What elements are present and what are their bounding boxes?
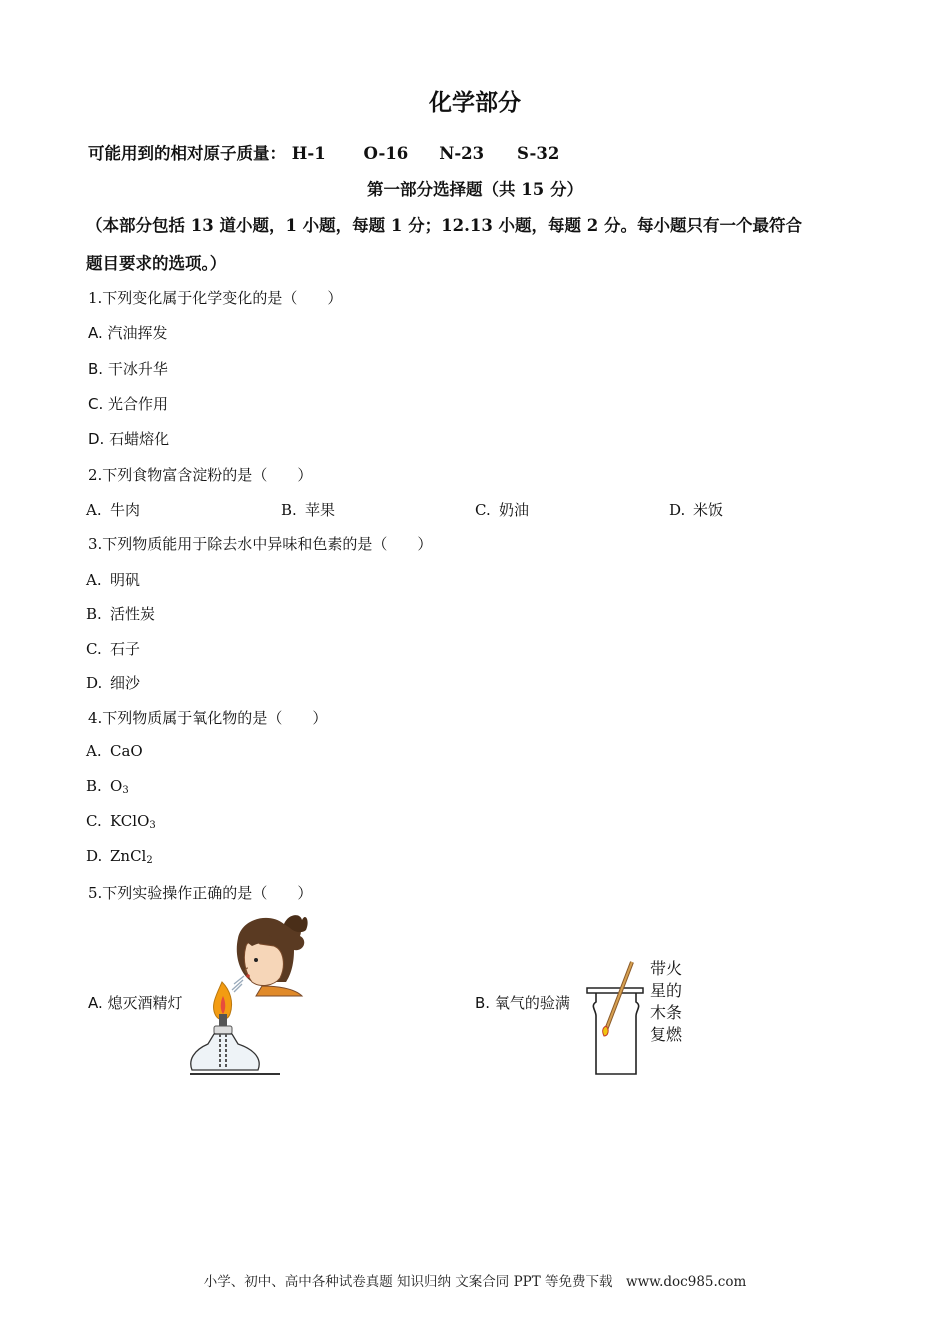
- oxygen-test-bottle-illustration: [584, 958, 654, 1078]
- question-1-option-a: A. 汽油挥发: [88, 324, 168, 342]
- question-4-option-a: A. CaO: [86, 742, 143, 760]
- mass-item: H-1: [291, 144, 326, 163]
- question-2-option-d: D. 米饭: [669, 501, 724, 519]
- footer: 小学、初中、高中各种试卷真题 知识归纳 文案合同 PPT 等免费下载 www.doc985.com: [203, 1274, 747, 1290]
- glowing-splint-label: 带火 星的 木条 复燃: [650, 959, 683, 1044]
- atomic-masses: [88, 140, 559, 164]
- mass-item: N-23: [439, 144, 485, 163]
- question-3-option-b: B. 活性炭: [86, 605, 156, 623]
- question-1-option-c: C. 光合作用: [88, 395, 169, 413]
- question-2-option-b: B. 苹果: [281, 501, 336, 519]
- question-2-option-c: C. 奶油: [475, 501, 530, 519]
- question-3-option-c: C. 石子: [86, 640, 141, 658]
- question-2-stem: 2.下列食物富含淀粉的是（ ）: [88, 466, 313, 484]
- question-3-stem: 3.下列物质能用于除去水中异味和色素的是（ ）: [88, 535, 433, 553]
- question-3-option-d: D. 细沙: [86, 674, 141, 692]
- atomic-masses-label: 可能用到的相对原子质量：: [88, 144, 286, 163]
- page-title: 化学部分: [429, 89, 521, 116]
- question-5-option-a: A. 熄灭酒精灯: [88, 994, 183, 1012]
- question-2-option-a: A. 牛肉: [86, 501, 141, 519]
- question-1-option-b: B. 干冰升华: [88, 360, 168, 378]
- question-4-option-c: C. KClO$_3$: [86, 812, 156, 831]
- blowing-alcohol-lamp-illustration: [190, 910, 310, 1080]
- mass-item: S-32: [517, 144, 560, 163]
- question-4-option-b: B. $O_3$: [86, 777, 129, 796]
- instructions-line-1: （本部分包括 13 道小题，1 小题，每题 1 分；12.13 小题，每题 2 分。每小题只有一个最符合: [86, 216, 803, 235]
- question-5-stem: 5.下列实验操作正确的是（ ）: [88, 884, 313, 902]
- section-title: 第一部分选择题（共 15 分）: [367, 180, 583, 199]
- question-5-option-b: B. 氧气的验满: [475, 994, 570, 1012]
- question-3-option-a: A. 明矾: [86, 571, 141, 589]
- question-4-stem: 4.下列物质属于氧化物的是（ ）: [88, 709, 328, 727]
- question-1-stem: 1.下列变化属于化学变化的是（ ）: [88, 289, 343, 307]
- question-1-option-d: D. 石蜡熔化: [88, 430, 170, 448]
- question-4-option-d: D. ZnCl$_2$: [86, 847, 153, 866]
- mass-item: O-16: [363, 144, 409, 163]
- instructions-line-2: 题目要求的选项。）: [86, 254, 227, 273]
